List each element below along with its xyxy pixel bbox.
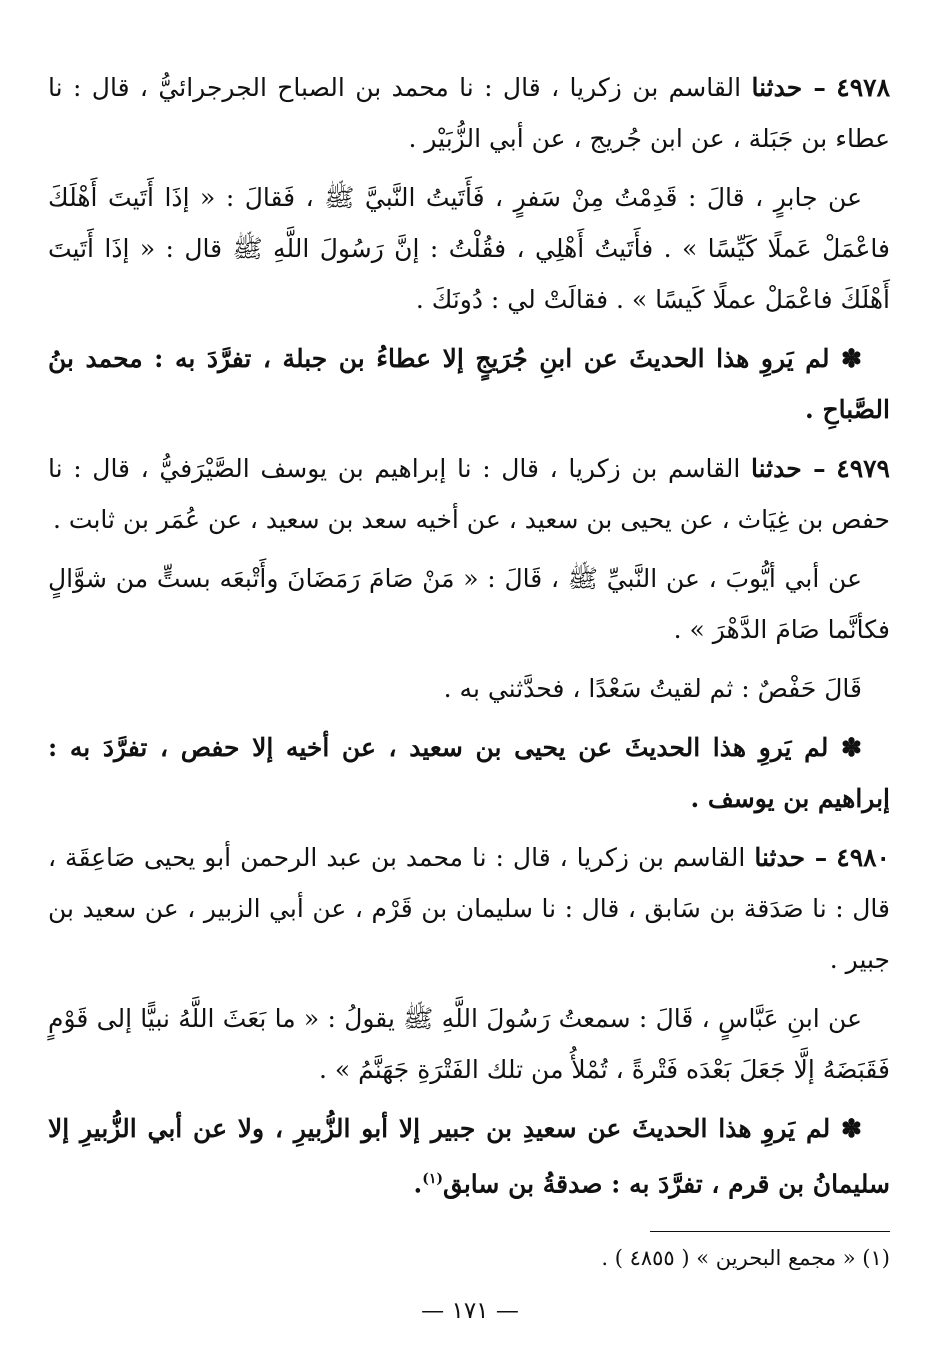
hadith-lead: حدثنا [754,843,806,872]
footnote-marker: (١) [422,1171,443,1187]
hadith-4978-isnad: ٤٩٧٨ – حدثنا القاسم بن زكريا ، قال : نا محمد بن الصباح الجرجرائيُّ ، قال : نا عطاء بن جَبَلة ، عن ابن جُريج ، عن أبي الزُّبَيْر . [48,73,890,153]
hadith-4979-matn: عن أبي أيُّوبَ ، عن النَّبيِّ ﷺ ، قَالَ : « مَنْ صَامَ رَمَضَانَ وأَتْبعَه بستٍّ من شوَّالٍ فكأنَّما صَامَ الدَّهْرَ » . [48,564,890,644]
isnad-text: القاسم بن زكريا ، قال : نا محمد بن الصباح الجرجرائيُّ ، قال : نا عطاء بن جَبَلة ، عن ابن جُريج ، عن أبي الزُّبَيْر . [48,73,890,153]
hadith-number: ٤٩٧٩ [836,454,890,483]
remark-end: . [413,1169,423,1199]
hadith-4978-matn: عن جابرٍ ، قالَ : قَدِمْتُ مِنْ سَفرٍ ، فَأَتَيتُ النَّبيَّ ﷺ ، فَقالَ : « إذَا أَتَيتَ أَهْلَكَ فاعْمَلْ عَملًا كَيِّسًا » . فأَتَيتُ أَهْلِي ، فقُلْتُ : إنَّ رَسُولَ اللَّهِ ﷺ قال : « إذَا أَتَيتَ أَهْلَكَ فاعْمَلْ عملًا كَيسًا » . فقالَتْ لي : دُونَكَ . [48,183,890,314]
hadith-lead: حدثنا [751,454,802,483]
hadith-4979-remark: ✽ لم يَروِ هذا الحديثَ عن يحيى بن سعيد ، عن أخيه إلا حفص ، تفرَّدَ به : إبراهيم بن يوسف . [48,733,890,813]
main-text [48,62,890,1209]
hadith-lead: حدثنا [751,73,803,102]
footnote-divider [650,1231,890,1232]
hadith-number: ٤٩٧٨ [836,73,890,102]
hadith-4980-isnad: ٤٩٨٠ – حدثنا القاسم بن زكريا ، قال : نا محمد بن عبد الرحمن أبو يحيى صَاعِقَة ، قال : نا صَدَقة بن سَابق ، قال : نا سليمان بن قَرْم ، عن أبي الزبير ، عن سعيد بن جبير . [48,843,890,974]
isnad-text: القاسم بن زكريا ، قال : نا محمد بن عبد الرحمن أبو يحيى صَاعِقَة ، قال : نا صَدَقة بن سَابق ، قال : نا سليمان بن قَرْم ، عن أبي الزبير ، عن سعيد بن جبير . [48,843,890,974]
footnote: (١) « مجمع البحرين » ( ٤٨٥٥ ) . [601,1246,890,1271]
remark-text: ✽ لم يَروِ هذا الحديثَ عن سعيدِ بن جبير إلا أبو الزُّبيرِ ، ولا عن أبي الزُّبيرِ إلا سليمانُ بن قرم ، تفرَّدَ به : صدقةُ بن سابق [48,1114,890,1199]
hadith-4979-extra: قَالَ حَفْصٌ : ثم لقيتُ سَعْدًا ، فحدَّثني به . [443,674,862,703]
hadith-4980-remark [48,1103,890,1209]
hadith-4979-isnad: ٤٩٧٩ – حدثنا القاسم بن زكريا ، قال : نا إبراهيم بن يوسف الصَّيْرَفيُّ ، قال : نا حفص بن غِيَاث ، عن يحيى بن سعيد ، عن أخيه سعد بن سعيد ، عن عُمَر بن ثابت . [48,454,890,534]
isnad-text: القاسم بن زكريا ، قال : نا إبراهيم بن يوسف الصَّيْرَفيُّ ، قال : نا حفص بن غِيَاث ، عن يحيى بن سعيد ، عن أخيه سعد بن سعيد ، عن عُمَر بن ثابت . [48,454,890,534]
hadith-4980-matn: عن ابنِ عَبَّاسٍ ، قَالَ : سمعتُ رَسُولَ اللَّهِ ﷺ يقولُ : « ما بَعَثَ اللَّهُ نبيًّا إلى قَوْمٍ فَقَبَضَهُ إلَّا جَعَلَ بَعْدَه فَتْرةً ، تُمْلأُ من تلك الفَتْرَةِ جَهَنَّمُ » . [48,1004,890,1084]
page-number: — ١٧١ — [421,1298,519,1324]
hadith-number: ٤٩٨٠ [836,843,890,872]
hadith-4978-remark: ✽ لم يَروِ هذا الحديثَ عن ابنِ جُرَيجٍ إلا عطاءُ بن جبلة ، تفرَّدَ به : محمد بنُ الصَّباحِ . [48,344,890,424]
